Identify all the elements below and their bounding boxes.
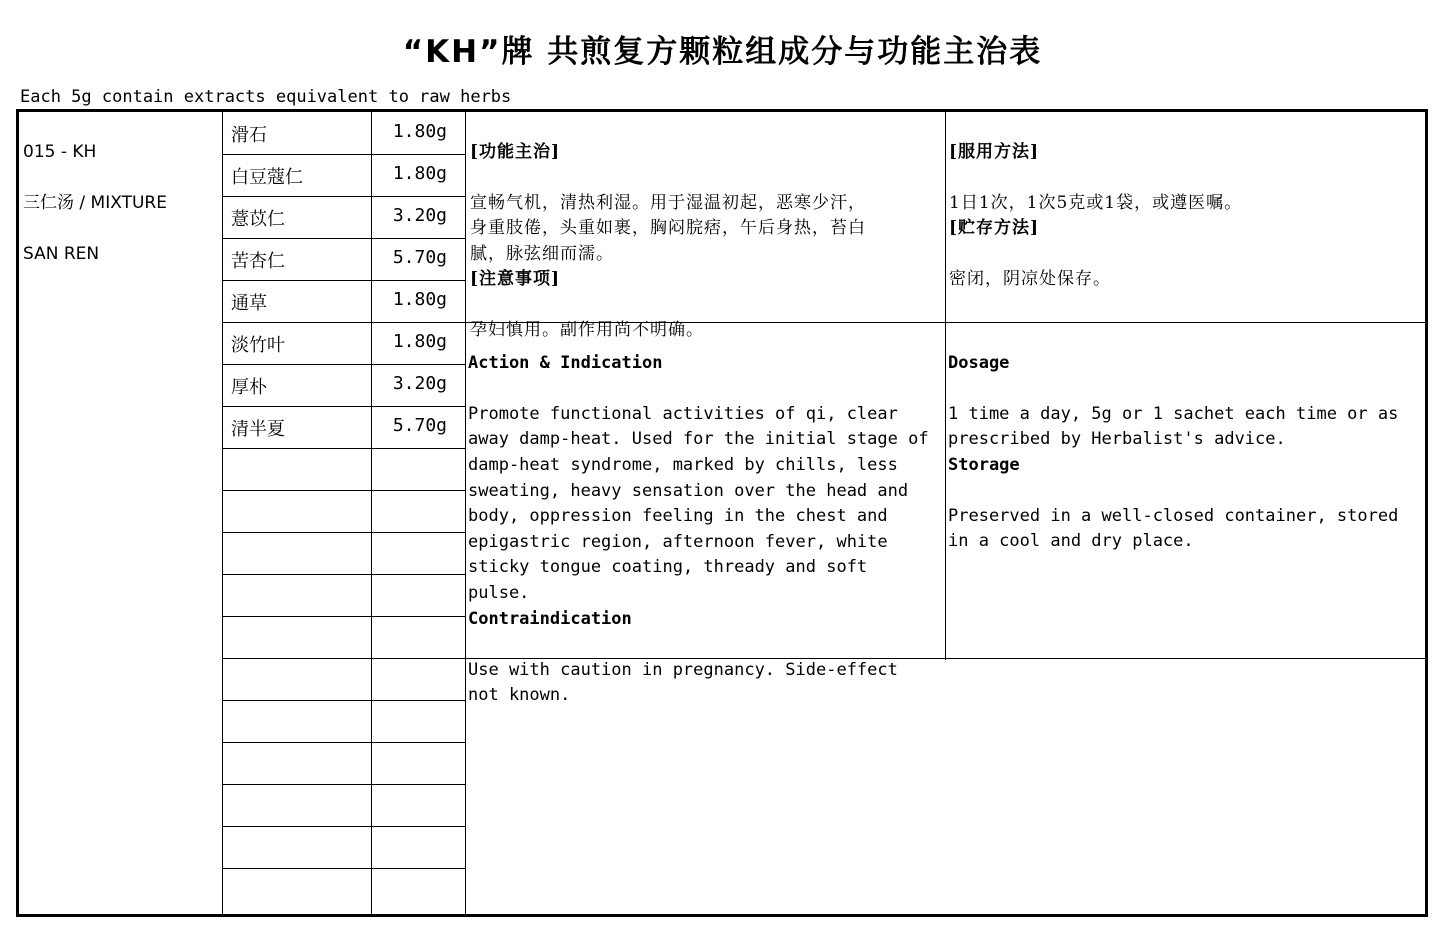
cn-indication-text: 宣畅气机，清热利湿。用于湿温初起，恶寒少汗， 身重肢倦，头重如裹，胸闷脘痞，午后身热，苔白 腻，脉弦细而濡。 [470, 192, 866, 264]
herb-row-divider [222, 784, 465, 785]
product-name-en: SAN REN [23, 243, 100, 264]
herb-row-divider [222, 154, 465, 155]
herb-row-divider [222, 700, 465, 701]
herb-name: 薏苡仁 [231, 209, 285, 230]
cn-storage-heading: [贮存方法] [949, 217, 1040, 238]
en-indication-text: Promote functional activities of qi, clear away damp-heat. Used for the initial stage of damp-heat syndrome, marked by chills, less sweating, heavy sensation over the head and body, oppression feeling in the chest and epigastric region, afternoon fever, white sticky tongue coating, thready and soft pulse. [468, 403, 929, 603]
en-storage-heading: Storage [948, 454, 1020, 475]
en-contraindication-text: Use with caution in pregnancy. Side-effect not known. [468, 659, 898, 706]
cn-indication-heading: [功能主治] [470, 141, 561, 162]
herb-name: 苦杏仁 [231, 251, 285, 272]
cn-usage-text: 1日1次，1次5克或1袋，或遵医嘱。 [949, 192, 1243, 213]
herb-row-divider [222, 238, 465, 239]
en-storage-section [948, 427, 1424, 581]
herb-dose: 1.80g [392, 163, 447, 184]
herb-dose: 1.80g [392, 289, 447, 310]
extract-note: Each 5g contain extracts equivalent to raw herbs [20, 87, 512, 107]
divider-col-4 [945, 112, 946, 660]
herb-name: 淡竹叶 [231, 335, 285, 356]
herb-name: 通草 [231, 293, 267, 314]
herb-row-divider [222, 532, 465, 533]
divider-col-3 [465, 112, 466, 914]
en-contraindication-section [468, 581, 944, 735]
herb-table [16, 109, 1428, 917]
herb-name: 滑石 [231, 125, 267, 146]
en-dosage-heading: Dosage [948, 352, 1010, 373]
en-dosage-text: 1 time a day, 5g or 1 sachet each time or as prescribed by Herbalist's advice. [948, 403, 1399, 450]
herb-row-divider [222, 868, 465, 869]
herb-row-divider [222, 658, 465, 659]
herb-row-divider [222, 280, 465, 281]
cn-caution-text: 孕妇慎用。副作用尚不明确。 [470, 319, 704, 340]
herb-dose: 3.20g [392, 205, 447, 226]
herb-dose: 5.70g [392, 415, 447, 436]
herb-dose: 5.70g [392, 247, 447, 268]
cn-usage-heading: [服用方法] [949, 141, 1040, 162]
herb-row-divider [222, 322, 465, 323]
page-title: “KH”牌 共煎复方颗粒组成分与功能主治表 [402, 34, 1043, 70]
herb-row-divider [222, 448, 465, 449]
herb-name: 厚朴 [231, 377, 267, 398]
herb-dose: 1.80g [392, 121, 447, 142]
cn-caution-heading: [注意事项] [470, 268, 561, 289]
cn-storage-section [949, 190, 1419, 318]
herb-row-divider [222, 490, 465, 491]
herb-row-divider [222, 616, 465, 617]
product-code: 015 - KH [23, 141, 97, 162]
herb-name: 白豆蔻仁 [231, 167, 303, 188]
herb-row-divider [222, 196, 465, 197]
en-storage-text: Preserved in a well-closed container, stored in a cool and dry place. [948, 505, 1399, 552]
product-name-cn: 三仁汤 / MIXTURE [23, 192, 167, 213]
herb-row-divider [222, 826, 465, 827]
en-contraindication-heading: Contraindication [468, 608, 632, 629]
cn-storage-text: 密闭，阴凉处保存。 [949, 268, 1111, 289]
herb-row-divider [222, 574, 465, 575]
herb-row-divider [222, 406, 465, 407]
herb-dose: 3.20g [392, 373, 447, 394]
divider-col-2 [371, 112, 372, 914]
herb-row-divider [222, 742, 465, 743]
herb-name: 清半夏 [231, 419, 285, 440]
herb-row-divider [222, 364, 465, 365]
product-info [23, 114, 223, 293]
en-indication-heading: Action & Indication [468, 352, 663, 373]
herb-dose: 1.80g [392, 331, 447, 352]
